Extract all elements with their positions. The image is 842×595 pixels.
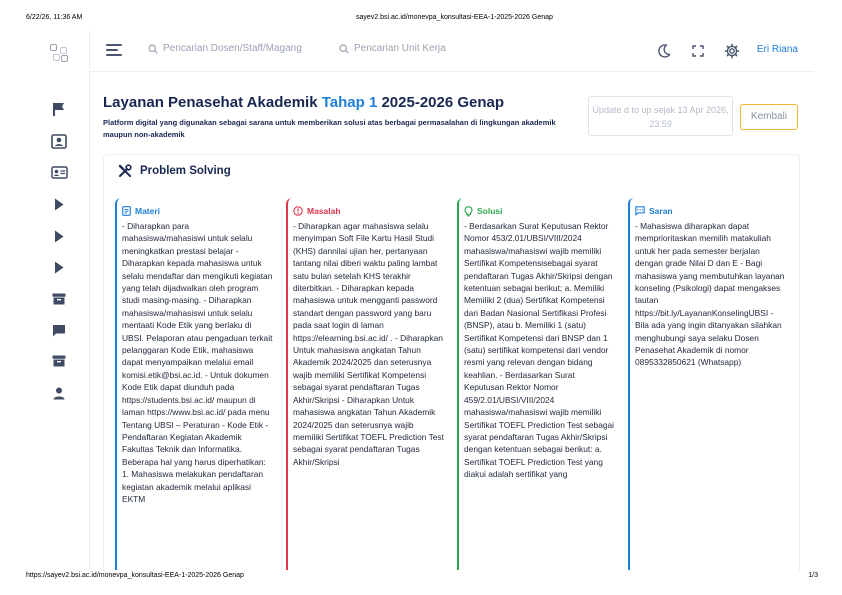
alert-circle-icon: [293, 206, 303, 216]
column-text: - Diharapkan para mahasiswa/mahasiswi untuk selalu meningkatkan prestasi belajar - Diharapkan kepada mahasiswa untuk selalu mendaftar dan mengikuti kegiatan yang telah dijadwalkan oleh program studi masing-masing. - Diharapkan mahasiswa/mahasiswi untuk selalu mentaati Kode Etik yang berlaku di UBSI. Pelaporan atau pengaduan terkait pelanggaran Kode Etik, mahasiswa dapat menyampaikan melalui email komisi.etik@bsi.ac.id. - Untuk dokumen Kode Etik dapat diunduh pada https://students.bsi.ac.id/ maupun di laman https://www.bsi.ac.id/ pada menu Tentang UBSI – Peraturan - Kode Etik - Pendaftaran Kegiatan Akademik Fakultas Teknik dan Informatika. Beberapa hal yang harus diperhatikan: 1. Mahasiswa melakukan pendaftaran kegiatan akademik melalui aplikasi EKTM: [122, 221, 273, 504]
play-icon[interactable]: [50, 227, 68, 245]
column-masalah: [286, 198, 444, 570]
app-logo[interactable]: [50, 44, 68, 62]
column-text: - Berdasarkan Surat Keputusan Rektor Nomor 453/2.01/UBSI/VIII/2024 mahasiswa/mahasiswi wajib memiliki Sertifikat Kompetensisebagai syarat pendaftaran Tugas Akhir/Skripsi dengan ketentuan sebagai berikut; a. Memiliki Memiliki 2 (dua) Sertifikat Kompetensi dari Badan Nasional Sertifikasi Profesi (BNSP), atau b. Memiliki 1 (satu) Sertifikat Kompetensi dari BNSP dan 1 (satu) sertifikat kompetensi dari vendor resmi yang relevan dengan bidang keahlian. - Berdasarkan Surat Keputusan Rektor Nomor 459/2.01/UBSI/VIII/2024 mahasiswa/mahasiswi wajib memiliki Sertifikat TOEFL Prediction Test sebagai syarat pendaftaran Tugas Akhir/Skripsi dengan ketentuan sebagai berikut: a. Sertifikat TOEFL Prediction Test yang diakui adalah sertifikat yang: [464, 221, 615, 480]
column-title: Saran: [649, 206, 673, 216]
archive-icon[interactable]: [50, 352, 68, 370]
column-header: [293, 205, 444, 217]
print-datetime: 6/22/26, 11:36 AM: [26, 14, 83, 21]
column-header: [464, 205, 615, 217]
search-staff-input[interactable]: [148, 43, 302, 54]
search-staff-placeholder: Pencarian Dosen/Staff/Magang: [163, 43, 302, 54]
column-materi: [115, 198, 273, 570]
play-icon[interactable]: [50, 258, 68, 276]
chat-icon: [635, 206, 645, 216]
archive-icon[interactable]: [50, 290, 68, 308]
search-unit-input[interactable]: [339, 43, 446, 54]
fullscreen-icon[interactable]: [690, 43, 706, 59]
menu-toggle-icon[interactable]: [106, 44, 122, 56]
column-title: Masalah: [307, 206, 341, 216]
column-title: Materi: [135, 206, 161, 216]
column-saran: [628, 198, 786, 570]
section-title: Problem Solving: [140, 165, 231, 177]
title-prefix: Layanan Penasehat Akademik: [103, 94, 322, 111]
column-title: Solusi: [477, 206, 503, 216]
lightbulb-icon: [464, 206, 473, 217]
flag-icon[interactable]: [50, 100, 68, 118]
tools-icon: [118, 164, 132, 178]
gear-icon[interactable]: [724, 43, 740, 59]
print-header-url: sayev2.bsi.ac.id/monevpa_konsultasi-EEA-1-2025-2026 Genap: [356, 14, 553, 21]
user-icon[interactable]: [50, 384, 68, 402]
print-page-number: 1/3: [808, 572, 818, 579]
search-unit-placeholder: Pencarian Unit Kerja: [354, 43, 446, 54]
column-solusi: [457, 198, 615, 570]
column-header: [122, 205, 273, 217]
update-status-box: Update d to up sejak 13 Apr 2026, 23:59: [588, 96, 733, 136]
back-button[interactable]: Kembali: [740, 104, 798, 130]
column-header: [635, 205, 786, 217]
id-card-icon[interactable]: [50, 163, 68, 181]
search-icon: [148, 44, 158, 54]
title-suffix: 2025-2026 Genap: [377, 94, 505, 111]
page-title: [103, 94, 504, 111]
sidebar: [28, 30, 90, 570]
title-accent: Tahap 1: [321, 94, 378, 111]
section-header: [118, 164, 231, 178]
moon-icon[interactable]: [656, 43, 672, 59]
search-icon: [339, 44, 349, 54]
contact-icon[interactable]: [50, 132, 68, 150]
top-bar: [90, 30, 814, 72]
play-icon[interactable]: [50, 195, 68, 213]
print-footer-url: https://sayev2.bsi.ac.id/monevpa_konsultasi-EEA-1-2025-2026 Genap: [26, 572, 244, 579]
column-text: - Mahasiswa diharapkan dapat memprioritaskan memilih matakuliah untuk her pada semester berjalan dengan grade Nilai D dan E - Bagi mahasiswa yang membutuhkan layanan konseling (Psikologi) dapat mengakses tautan https://bit.ly/LayananKonselingUBSI - Bila ada yang ingin ditanyakan silahkan menghubungi saya selaku Dosen Penasehat Akademik di nomor 0895332850621 (Whatsapp): [635, 221, 785, 368]
chat-icon[interactable]: [50, 321, 68, 339]
column-text: - Diharapkan agar mahasiswa selalu menyimpan Soft File Kartu Hasil Studi (KHS) dannilai ujian her, pertanyaan tantang nilai diberi waktu paling lambat satu bulan setelah KHS terakhir diterbitkan. - Diharapkan kepada mahasiswa untuk mengganti password standart dengan password yang baru pada saat login di laman https://elearning.bsi.ac.id/ . - Diharapkan Untuk mahasiswa angkatan Tahun Akademik 2024/2025 dan seterusnya wajib memiliki Sertifikat Kompetensi sebagai syarat pendaftaran Tugas Akhir/Skripsi - Diharapkan Untuk mahasiswa angkatan Tahun Akademik 2024/2025 dan seterusnya wajib memiliki Sertifikat TOEFL Prediction Test sebagai syarat pendaftaran Tugas Akhir/Skripsi: [293, 221, 444, 467]
user-name-link[interactable]: Eri Riana: [756, 44, 798, 55]
print-header: [0, 14, 842, 26]
document-icon: [122, 206, 131, 216]
page-subtitle: Platform digital yang digunakan sebagai sarana untuk memberikan solusi atas berbagai permasalahan di lingkungan akademik maupun non-akademik: [103, 118, 556, 139]
